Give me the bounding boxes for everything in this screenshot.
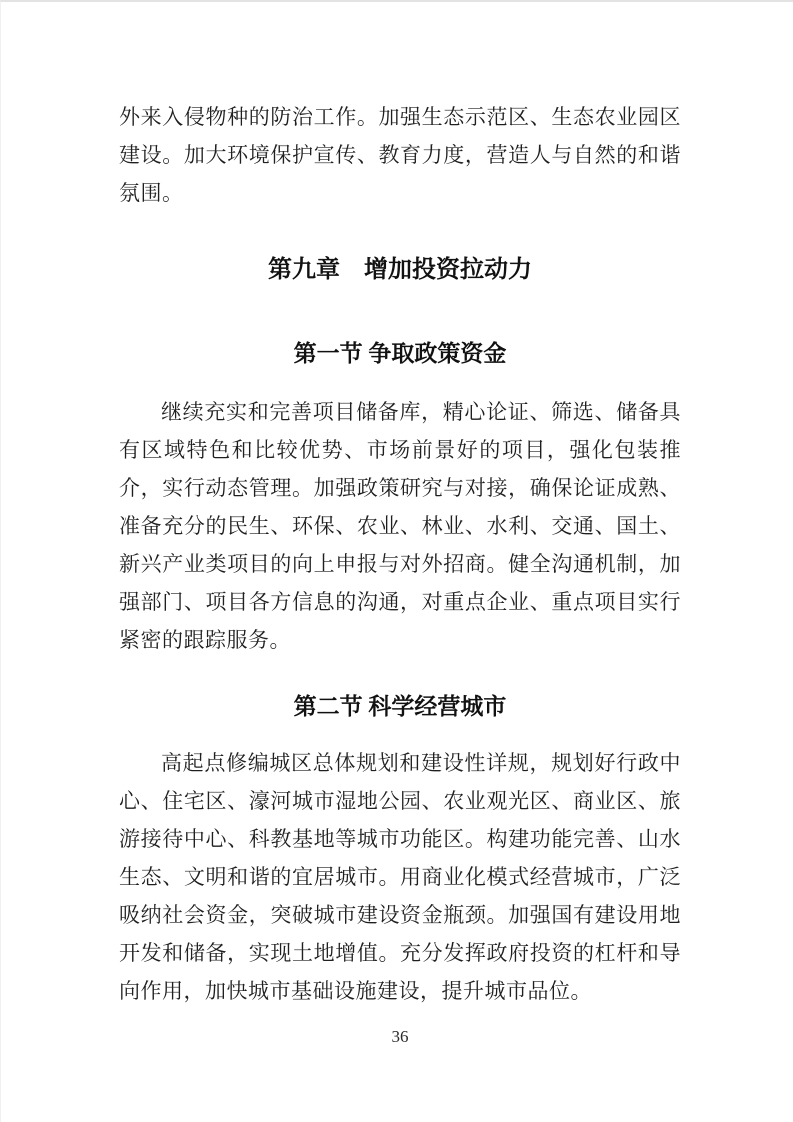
page-number: 36 (391, 1027, 409, 1046)
section-2-paragraph: 高起点修编城区总体规划和建设性详规，规划好行政中心、住宅区、濠河城市湿地公园、农业观光区、商业区、旅游接待中心、科教基地等城市功能区。构建功能完善、山水生态、文明和谐的宜居城市。用商业化模式经营城市，广泛吸纳社会资金，突破城市建设资金瓶颈。加强国有建设用地开发和储备，实现土地增值。充分发挥政府投资的杠杆和导向作用，加快城市基础设施建设，提升城市品位。 (119, 751, 681, 1003)
section-1-heading: 第一节 争取政策资金 (293, 341, 507, 366)
page-content (1, 2, 793, 1048)
chapter-heading: 第九章 增加投资拉动力 (268, 257, 532, 283)
section-2-heading: 第二节 科学经营城市 (293, 694, 507, 719)
continuation-paragraph: 外来入侵物种的防治工作。加强生态示范区、生态农业园区建设。加大环境保护宣传、教育力度，营造人与自然的和谐氛围。 (119, 105, 681, 205)
section-1-paragraph: 继续充实和完善项目储备库，精心论证、筛选、储备具有区域特色和比较优势、市场前景好的项目，强化包装推介，实行动态管理。加强政策研究与对接，确保论证成熟、准备充分的民生、环保、农业、林业、水利、交通、国土、新兴产业类项目的向上申报与对外招商。健全沟通机制，加强部门、项目各方信息的沟通，对重点企业、重点项目实行紧密的跟踪服务。 (119, 400, 681, 652)
